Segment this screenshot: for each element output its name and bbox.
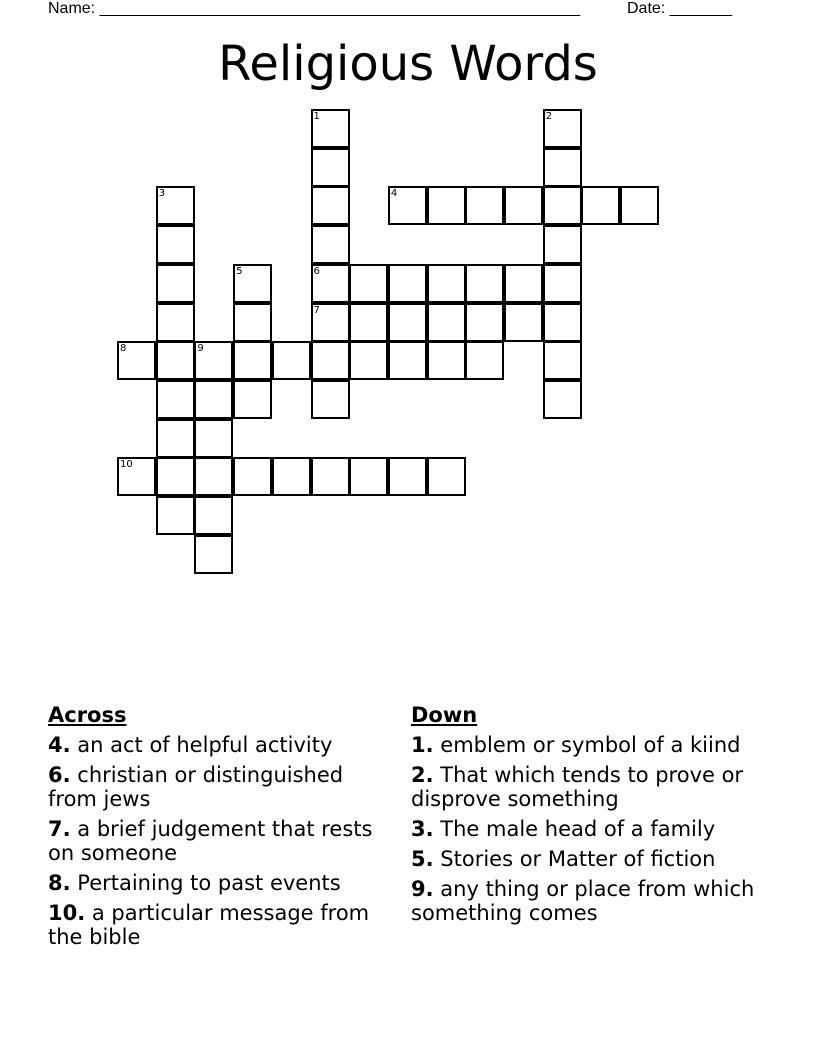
clue-text: The male head of a family <box>440 817 716 841</box>
across-clue <box>48 817 393 865</box>
grid-cell[interactable] <box>388 341 427 380</box>
grid-cell-7[interactable] <box>311 303 350 342</box>
grid-cell[interactable] <box>156 225 195 264</box>
grid-cell-10[interactable] <box>117 457 156 496</box>
clue-number: 2. <box>411 763 434 787</box>
grid-cell[interactable] <box>427 457 466 496</box>
cell-number: 6 <box>313 265 320 277</box>
grid-cell[interactable] <box>388 457 427 496</box>
grid-cell[interactable] <box>504 264 543 303</box>
grid-cell[interactable] <box>156 380 195 419</box>
grid-cell[interactable] <box>349 341 388 380</box>
grid-cell[interactable] <box>427 186 466 225</box>
down-clue <box>411 763 756 811</box>
down-clue <box>411 847 756 871</box>
grid-cell[interactable] <box>233 457 272 496</box>
down-clues <box>411 703 756 931</box>
clue-text: a brief judgement that rests on someone <box>48 817 373 865</box>
grid-cell[interactable] <box>156 419 195 458</box>
cell-number: 3 <box>158 188 166 200</box>
grid-cell[interactable] <box>194 419 233 458</box>
cell-number: 7 <box>313 304 320 316</box>
clue-number: 4. <box>48 733 71 757</box>
grid-cell[interactable] <box>311 148 350 187</box>
grid-cell[interactable] <box>272 341 311 380</box>
grid-cell[interactable] <box>543 380 582 419</box>
name-line: Name: ______________________________________________________ <box>48 0 581 17</box>
grid-cell-9[interactable] <box>194 341 233 380</box>
clue-text: emblem or symbol of a kiind <box>440 733 741 757</box>
down-clue <box>411 733 756 757</box>
grid-cell[interactable] <box>349 303 388 342</box>
grid-cell-2[interactable] <box>543 109 582 148</box>
grid-cell[interactable] <box>543 264 582 303</box>
grid-cell[interactable] <box>349 457 388 496</box>
cell-number: 9 <box>197 343 204 355</box>
grid-cell[interactable] <box>349 264 388 303</box>
grid-cell-8[interactable] <box>117 341 156 380</box>
grid-cell[interactable] <box>427 264 466 303</box>
down-heading: Down <box>411 703 478 727</box>
grid-cell[interactable] <box>311 186 350 225</box>
grid-cell[interactable] <box>504 303 543 342</box>
grid-cell[interactable] <box>194 457 233 496</box>
grid-cell[interactable] <box>272 457 311 496</box>
grid-cell-3[interactable] <box>156 186 195 225</box>
grid-cell[interactable] <box>233 380 272 419</box>
grid-cell[interactable] <box>543 225 582 264</box>
cell-number: 1 <box>313 111 320 122</box>
grid-cell-1[interactable] <box>311 109 350 148</box>
clue-number: 6. <box>48 763 71 787</box>
grid-cell[interactable] <box>388 264 427 303</box>
grid-cell[interactable] <box>233 303 272 342</box>
clue-number: 10. <box>48 901 86 925</box>
grid-cell[interactable] <box>311 457 350 496</box>
grid-cell[interactable] <box>156 341 195 380</box>
clue-number: 5. <box>411 847 434 871</box>
clue-number: 9. <box>411 877 434 901</box>
date-line: Date: _______ <box>627 0 732 17</box>
grid-cell-4[interactable] <box>388 186 427 225</box>
across-clue <box>48 871 393 895</box>
grid-cell-6[interactable] <box>311 264 350 303</box>
grid-cell[interactable] <box>581 186 620 225</box>
clue-text: a particular message from the bible <box>48 901 370 949</box>
grid-cell[interactable] <box>427 303 466 342</box>
clue-text: christian or distinguished from jews <box>48 763 344 811</box>
clue-number: 7. <box>48 817 71 841</box>
clue-text: any thing or place from which something comes <box>411 877 755 925</box>
across-clue <box>48 901 393 949</box>
grid-cell[interactable] <box>311 225 350 264</box>
grid-cell[interactable] <box>194 380 233 419</box>
grid-cell[interactable] <box>543 341 582 380</box>
down-clue <box>411 817 756 841</box>
clue-text: Pertaining to past events <box>77 871 341 895</box>
grid-cell[interactable] <box>543 148 582 187</box>
clue-text: Stories or Matter of fiction <box>440 847 716 871</box>
clue-number: 1. <box>411 733 434 757</box>
grid-cell-5[interactable] <box>233 264 272 303</box>
page-title: Religious Words <box>218 36 598 92</box>
clue-number: 8. <box>48 871 71 895</box>
across-clues <box>48 703 393 955</box>
grid-cell[interactable] <box>620 186 659 225</box>
grid-cell[interactable] <box>427 341 466 380</box>
cell-number: 8 <box>120 343 127 355</box>
grid-cell[interactable] <box>156 264 195 303</box>
clue-text: an act of helpful activity <box>77 733 333 757</box>
grid-cell[interactable] <box>156 303 195 342</box>
grid-cell[interactable] <box>504 186 543 225</box>
across-heading: Across <box>48 703 127 727</box>
grid-cell[interactable] <box>465 186 504 225</box>
grid-cell[interactable] <box>311 341 350 380</box>
cell-number: 5 <box>236 265 243 277</box>
grid-cell[interactable] <box>194 496 233 535</box>
grid-cell[interactable] <box>311 380 350 419</box>
cell-number: 4 <box>390 188 398 200</box>
grid-cell[interactable] <box>543 186 582 225</box>
across-clue <box>48 733 393 757</box>
grid-cell[interactable] <box>388 303 427 342</box>
cell-number: 2 <box>545 111 553 122</box>
grid-cell[interactable] <box>156 496 195 535</box>
cell-number: 10 <box>120 459 133 471</box>
grid-cell[interactable] <box>465 303 504 342</box>
grid-cell[interactable] <box>543 303 582 342</box>
clue-number: 3. <box>411 817 434 841</box>
across-clue <box>48 763 393 811</box>
down-clue <box>411 877 756 925</box>
grid-cell[interactable] <box>156 457 195 496</box>
grid-cell[interactable] <box>465 341 504 380</box>
grid-cell[interactable] <box>233 341 272 380</box>
clue-text: That which tends to prove or disprove something <box>411 763 744 811</box>
grid-cell[interactable] <box>194 535 233 574</box>
grid-cell[interactable] <box>465 264 504 303</box>
